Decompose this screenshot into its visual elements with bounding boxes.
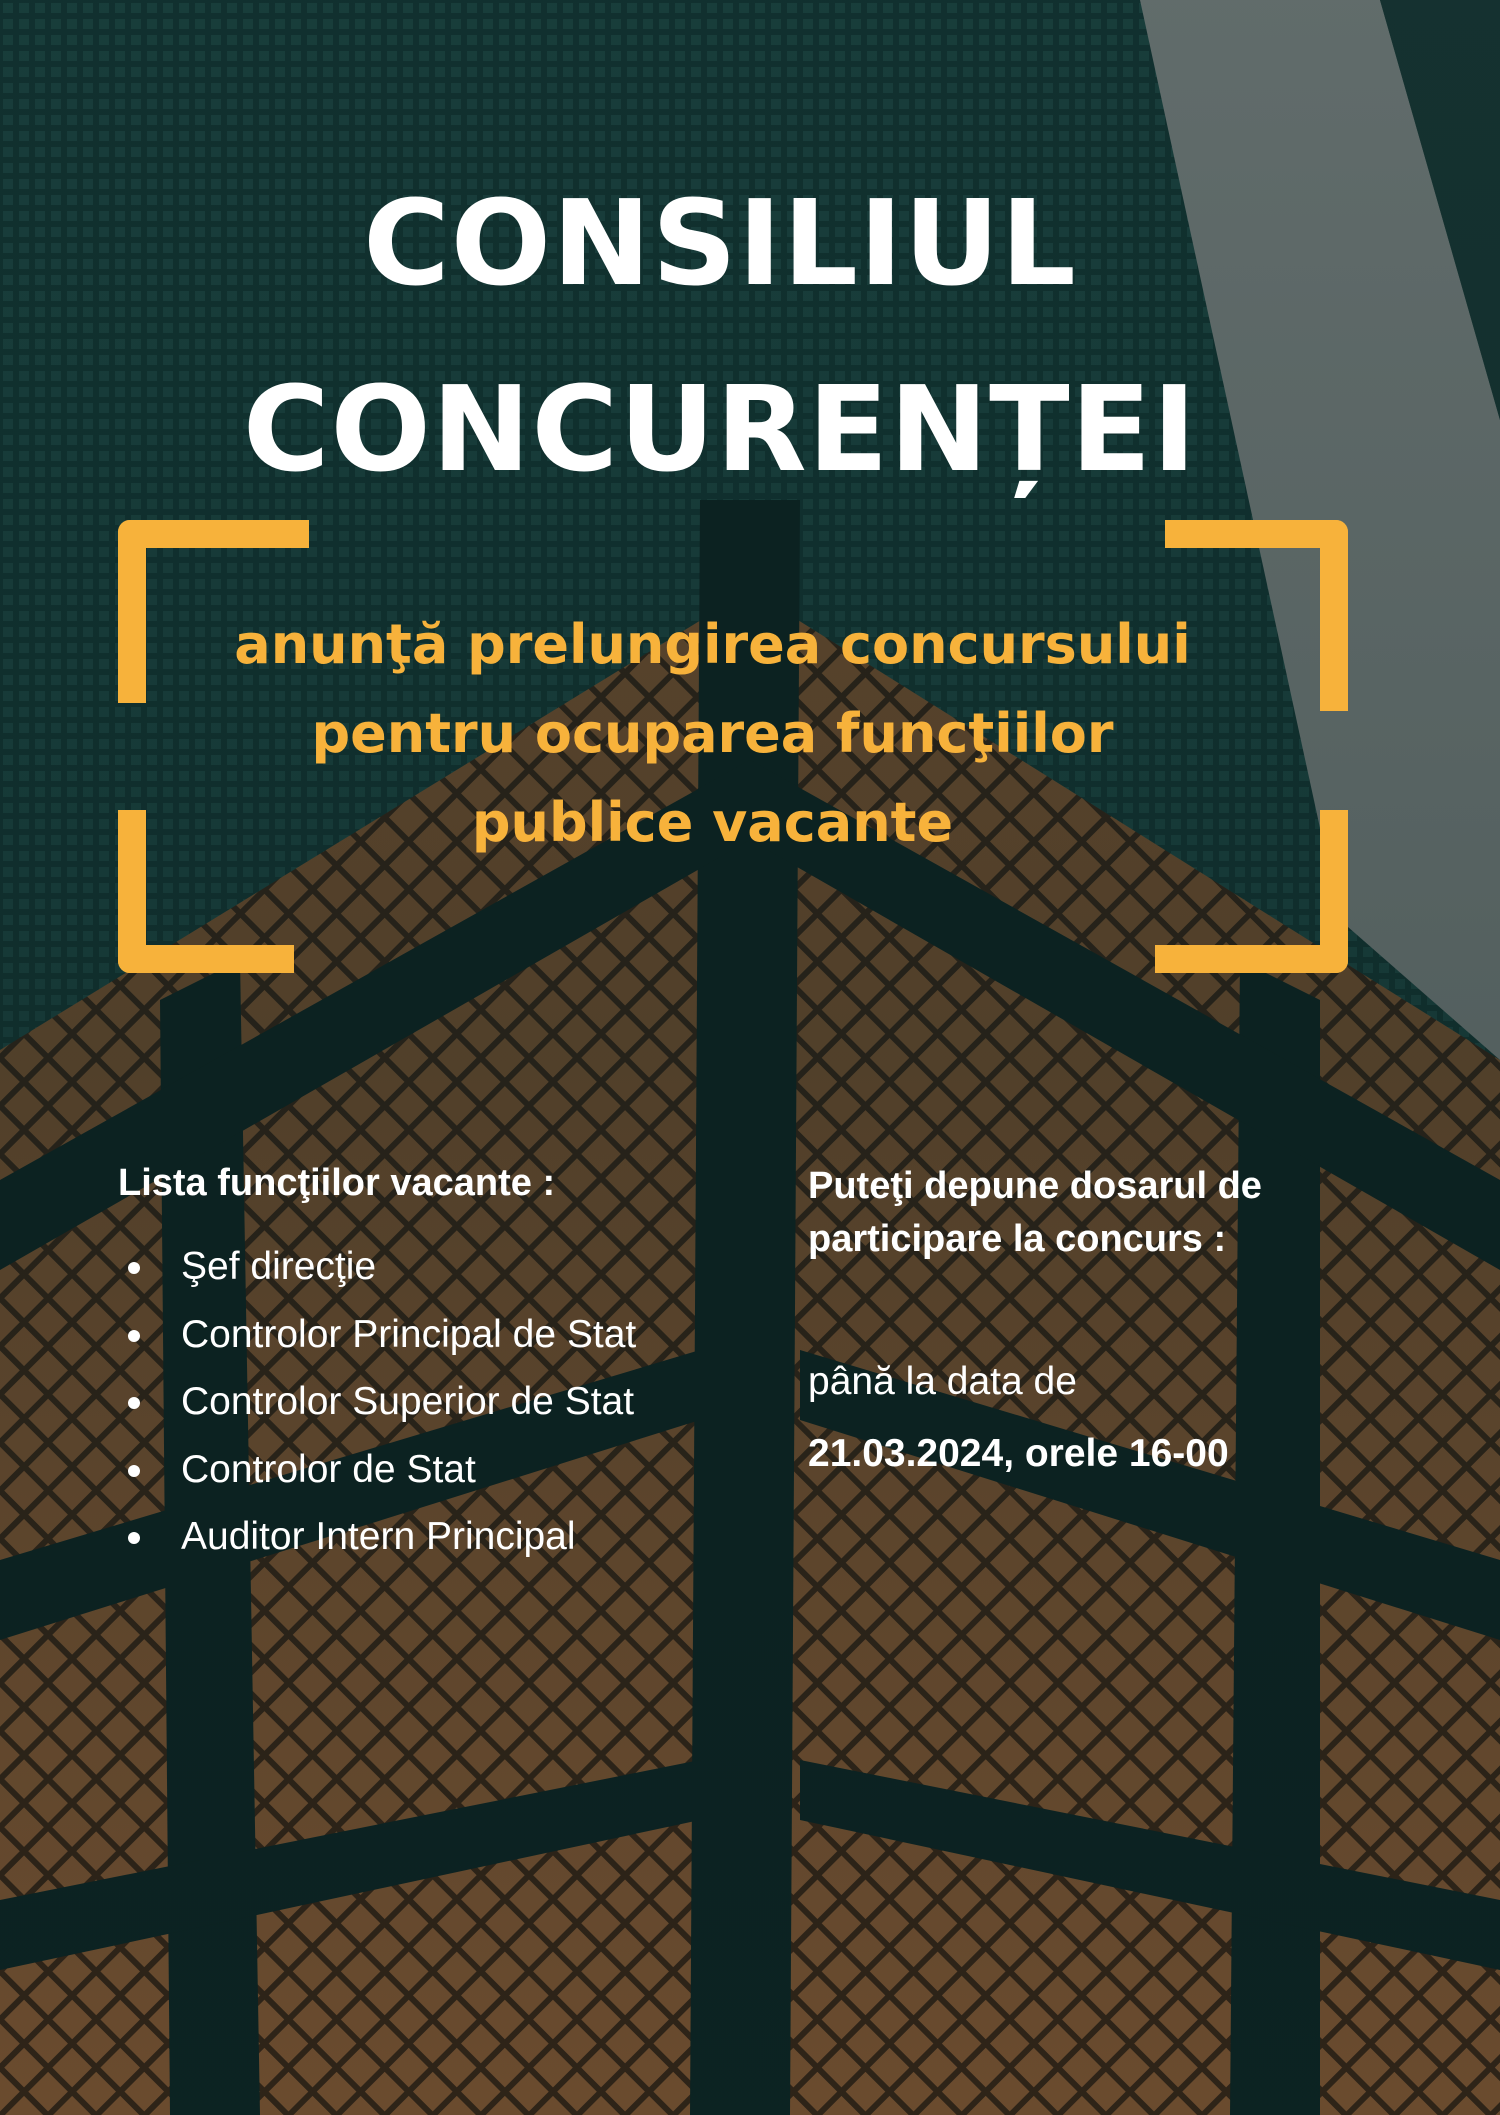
announcement-subtitle	[190, 600, 1235, 867]
announcement-line-3: publice vacante	[471, 791, 954, 854]
positions-list	[118, 1242, 636, 1580]
title-line-1: CONSILIUL	[363, 174, 1077, 312]
positions-heading: Lista funcţiilor vacante :	[118, 1162, 556, 1204]
position-item: Controlor Superior de Stat	[118, 1377, 636, 1445]
page-title	[0, 150, 1440, 522]
announcement-line-1: anunţă prelungirea concursului	[234, 613, 1191, 676]
position-item: Controlor Principal de Stat	[118, 1310, 636, 1378]
announcement-line-2: pentru ocuparea funcţiilor	[311, 702, 1114, 765]
deadline-value: 21.03.2024, orele 16-00	[808, 1432, 1229, 1475]
deadline-label: până la data de	[808, 1360, 1077, 1403]
position-item: Controlor de Stat	[118, 1445, 636, 1513]
position-item: Şef direcţie	[118, 1242, 636, 1310]
submission-heading: Puteţi depune dosarul de participare la concurs :	[808, 1165, 1262, 1260]
position-item: Auditor Intern Principal	[118, 1512, 636, 1580]
title-line-2: CONCURENȚEI	[242, 360, 1198, 498]
